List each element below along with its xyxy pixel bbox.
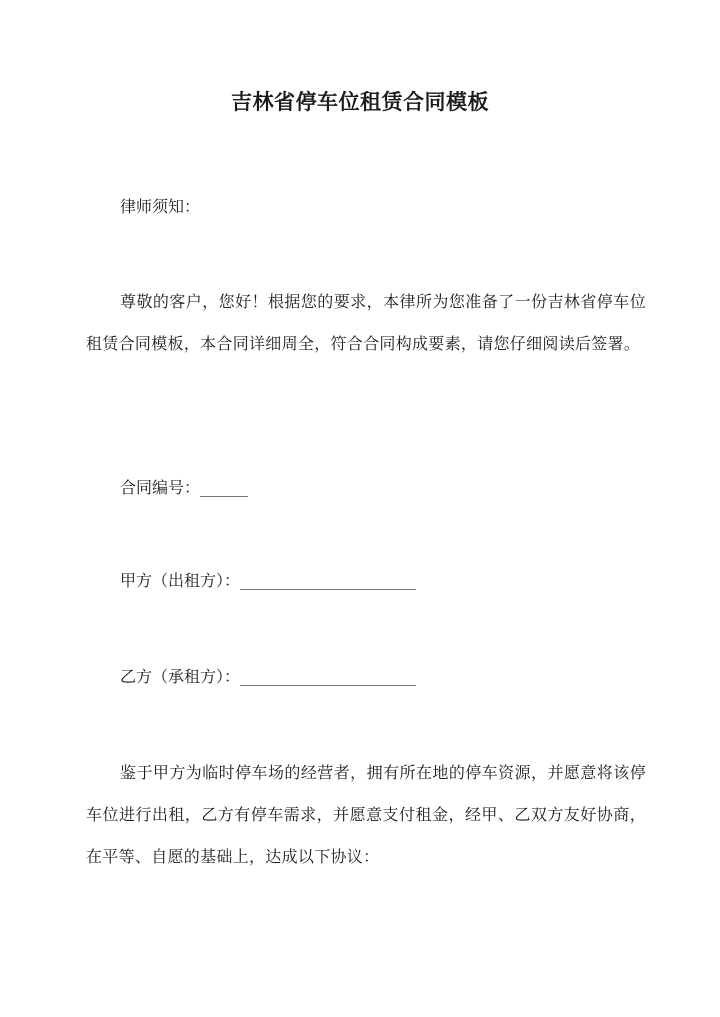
party-a-line <box>120 560 416 602</box>
preamble-paragraph: 鉴于甲方为临时停车场的经营者，拥有所在地的停车资源，并愿意将该停车位进行出租，乙方有停车需求，并愿意支付租金，经甲、乙双方友好协商，在平等、自愿的基础上，达成以下协议： <box>86 763 646 866</box>
contract-number-line <box>120 467 248 509</box>
document-title: 吉林省停车位租赁合同模板 <box>231 89 489 114</box>
party-b-line <box>120 656 416 698</box>
party-b-label: 乙方（承租方）： <box>120 667 241 686</box>
party-a-label: 甲方（出租方）： <box>120 571 241 590</box>
lawyer-notice-label: 律师须知： <box>120 197 201 216</box>
contract-number-label: 合同编号： <box>120 478 201 497</box>
contract-number-blank: ______ <box>200 478 249 497</box>
party-b-blank: ______________________ <box>240 667 417 686</box>
intro-paragraph: 尊敬的客户，您好！根据您的要求，本律所为您准备了一份吉林省停车位租赁合同模板，本合同详细周全，符合合同构成要素，请您仔细阅读后签署。 <box>86 292 646 353</box>
party-a-blank: ______________________ <box>240 571 417 590</box>
